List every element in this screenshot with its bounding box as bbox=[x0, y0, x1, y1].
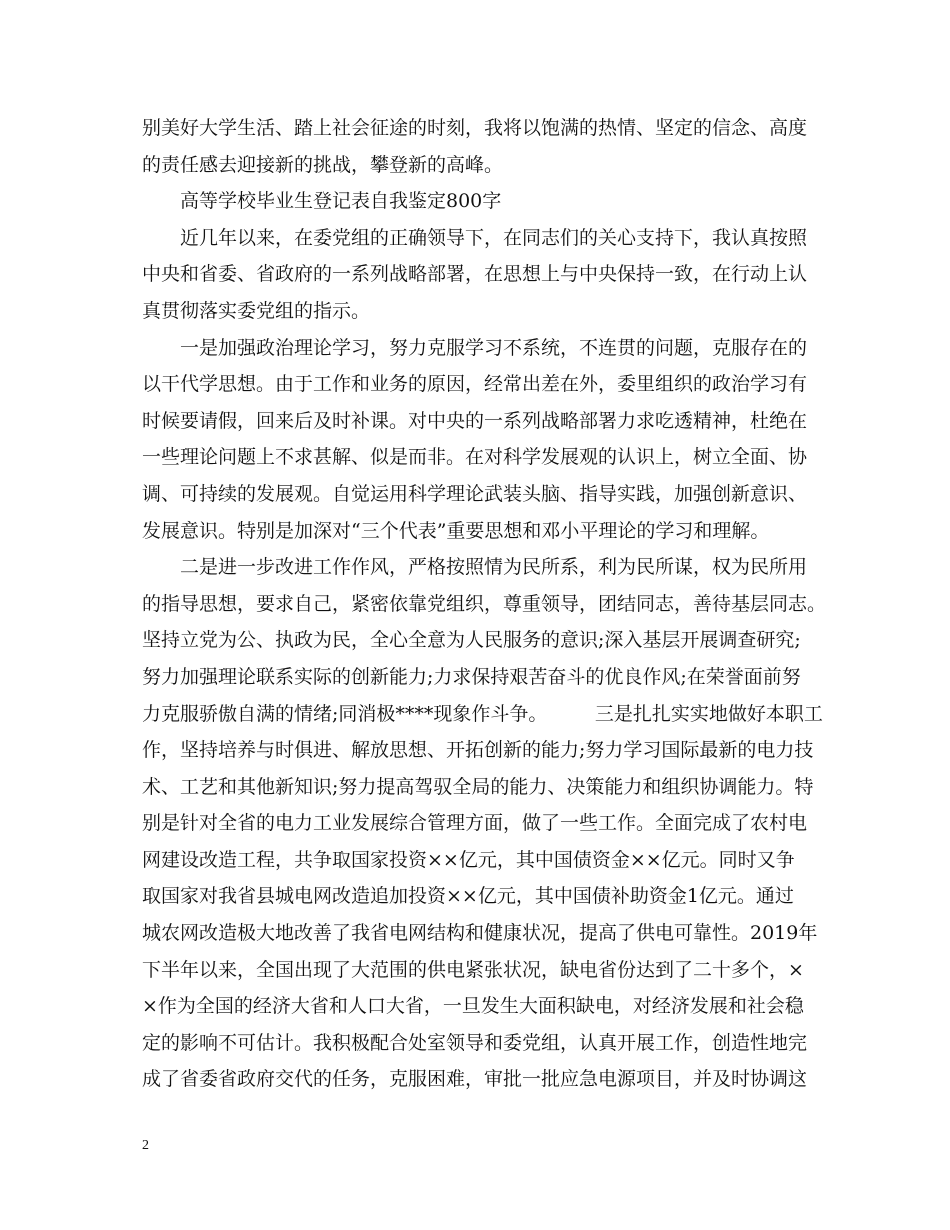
text-line: ×作为全国的经济大省和人口大省，一旦发生大面积缺电，对经济发展和社会稳 bbox=[142, 995, 804, 1018]
text-line: 真贯彻落实委党组的指示。 bbox=[142, 299, 371, 322]
text-line: 别美好大学生活、踏上社会征途的时刻，我将以饱满的热情、坚定的信念、高度 bbox=[142, 117, 808, 139]
text-line: 术、工艺和其他新知识;努力提高驾驭全局的能力、决策能力和组织协调能力。特 bbox=[142, 775, 814, 798]
text-line: 一是加强政治理论学习，努力克服学习不系统，不连贯的问题，克服存在的 bbox=[180, 336, 808, 359]
text-line: 城农网改造极大地改善了我省电网结构和健康状况，提高了供电可靠性。2019年 bbox=[142, 922, 818, 945]
text-line: 作，坚持培养与时俱进、解放思想、开拓创新的能力;努力学习国际最新的电力技 bbox=[142, 739, 814, 762]
text-line: 坚持立党为公、执政为民，全心全意为人民服务的意识;深入基层开展调查研究; bbox=[142, 629, 801, 652]
text-line: 网建设改造工程，共争取国家投资××亿元，其中国债资金××亿元。同时又争 bbox=[142, 848, 795, 871]
text-line: 近几年以来，在委党组的正确领导下，在同志们的关心支持下，我认真按照 bbox=[180, 226, 808, 249]
text-line: 努力加强理论联系实际的创新能力;力求保持艰苦奋斗的优良作风;在荣誉面前努 bbox=[142, 665, 801, 688]
body-text bbox=[142, 110, 827, 1098]
text-line: 别是针对全省的电力工业发展综合管理方面，做了一些工作。全面完成了农村电 bbox=[142, 812, 808, 835]
text-line: 发展意识。特别是加深对“三个代表”重要思想和邓小平理论的学习和理解。 bbox=[142, 519, 770, 542]
text-line: 成了省委省政府交代的任务，克服困难，审批一批应急电源项目，并及时协调这 bbox=[142, 1068, 808, 1091]
text-line: 二是进一步改进工作作风，严格按照情为民所系，利为民所谋，权为民所用 bbox=[180, 556, 808, 579]
text-line: 中央和省委、省政府的一系列战略部署，在思想上与中央保持一致，在行动上认 bbox=[142, 263, 808, 286]
text-line: 定的影响不可估计。我积极配合处室领导和委党组，认真开展工作，创造性地完 bbox=[142, 1031, 808, 1054]
text-line: 调、可持续的发展观。自觉运用科学理论武装头脑、指导实践，加强创新意识、 bbox=[142, 482, 808, 505]
text-line: 以干代学思想。由于工作和业务的原因，经常出差在外，委里组织的政治学习有 bbox=[142, 373, 808, 396]
text-line: 取国家对我省县城电网改造追加投资××亿元，其中国债补助资金1亿元。通过 bbox=[142, 885, 794, 908]
text-line: 高等学校毕业生登记表自我鉴定800字 bbox=[180, 190, 502, 213]
text-line: 的指导思想，要求自己，紧密依靠党组织，尊重领导，团结同志，善待基层同志。 bbox=[142, 592, 827, 615]
text-line: 时候要请假，回来后及时补课。对中央的一系列战略部署力求吃透精神，杜绝在 bbox=[142, 409, 808, 432]
text-line: 一些理论问题上不求甚解、似是而非。在对科学发展观的认识上，树立全面、协 bbox=[142, 446, 808, 469]
page-number: 2 bbox=[142, 1138, 149, 1153]
text-line: 力克服骄傲自满的情绪;同消极****现象作斗争。 三是扎扎实实地做好本职工 bbox=[142, 702, 823, 725]
text-line: 下半年以来，全国出现了大范围的供电紧张状况，缺电省份达到了二十多个，× bbox=[142, 958, 804, 981]
text-line: 的责任感去迎接新的挑战，攀登新的高峰。 bbox=[142, 153, 504, 176]
